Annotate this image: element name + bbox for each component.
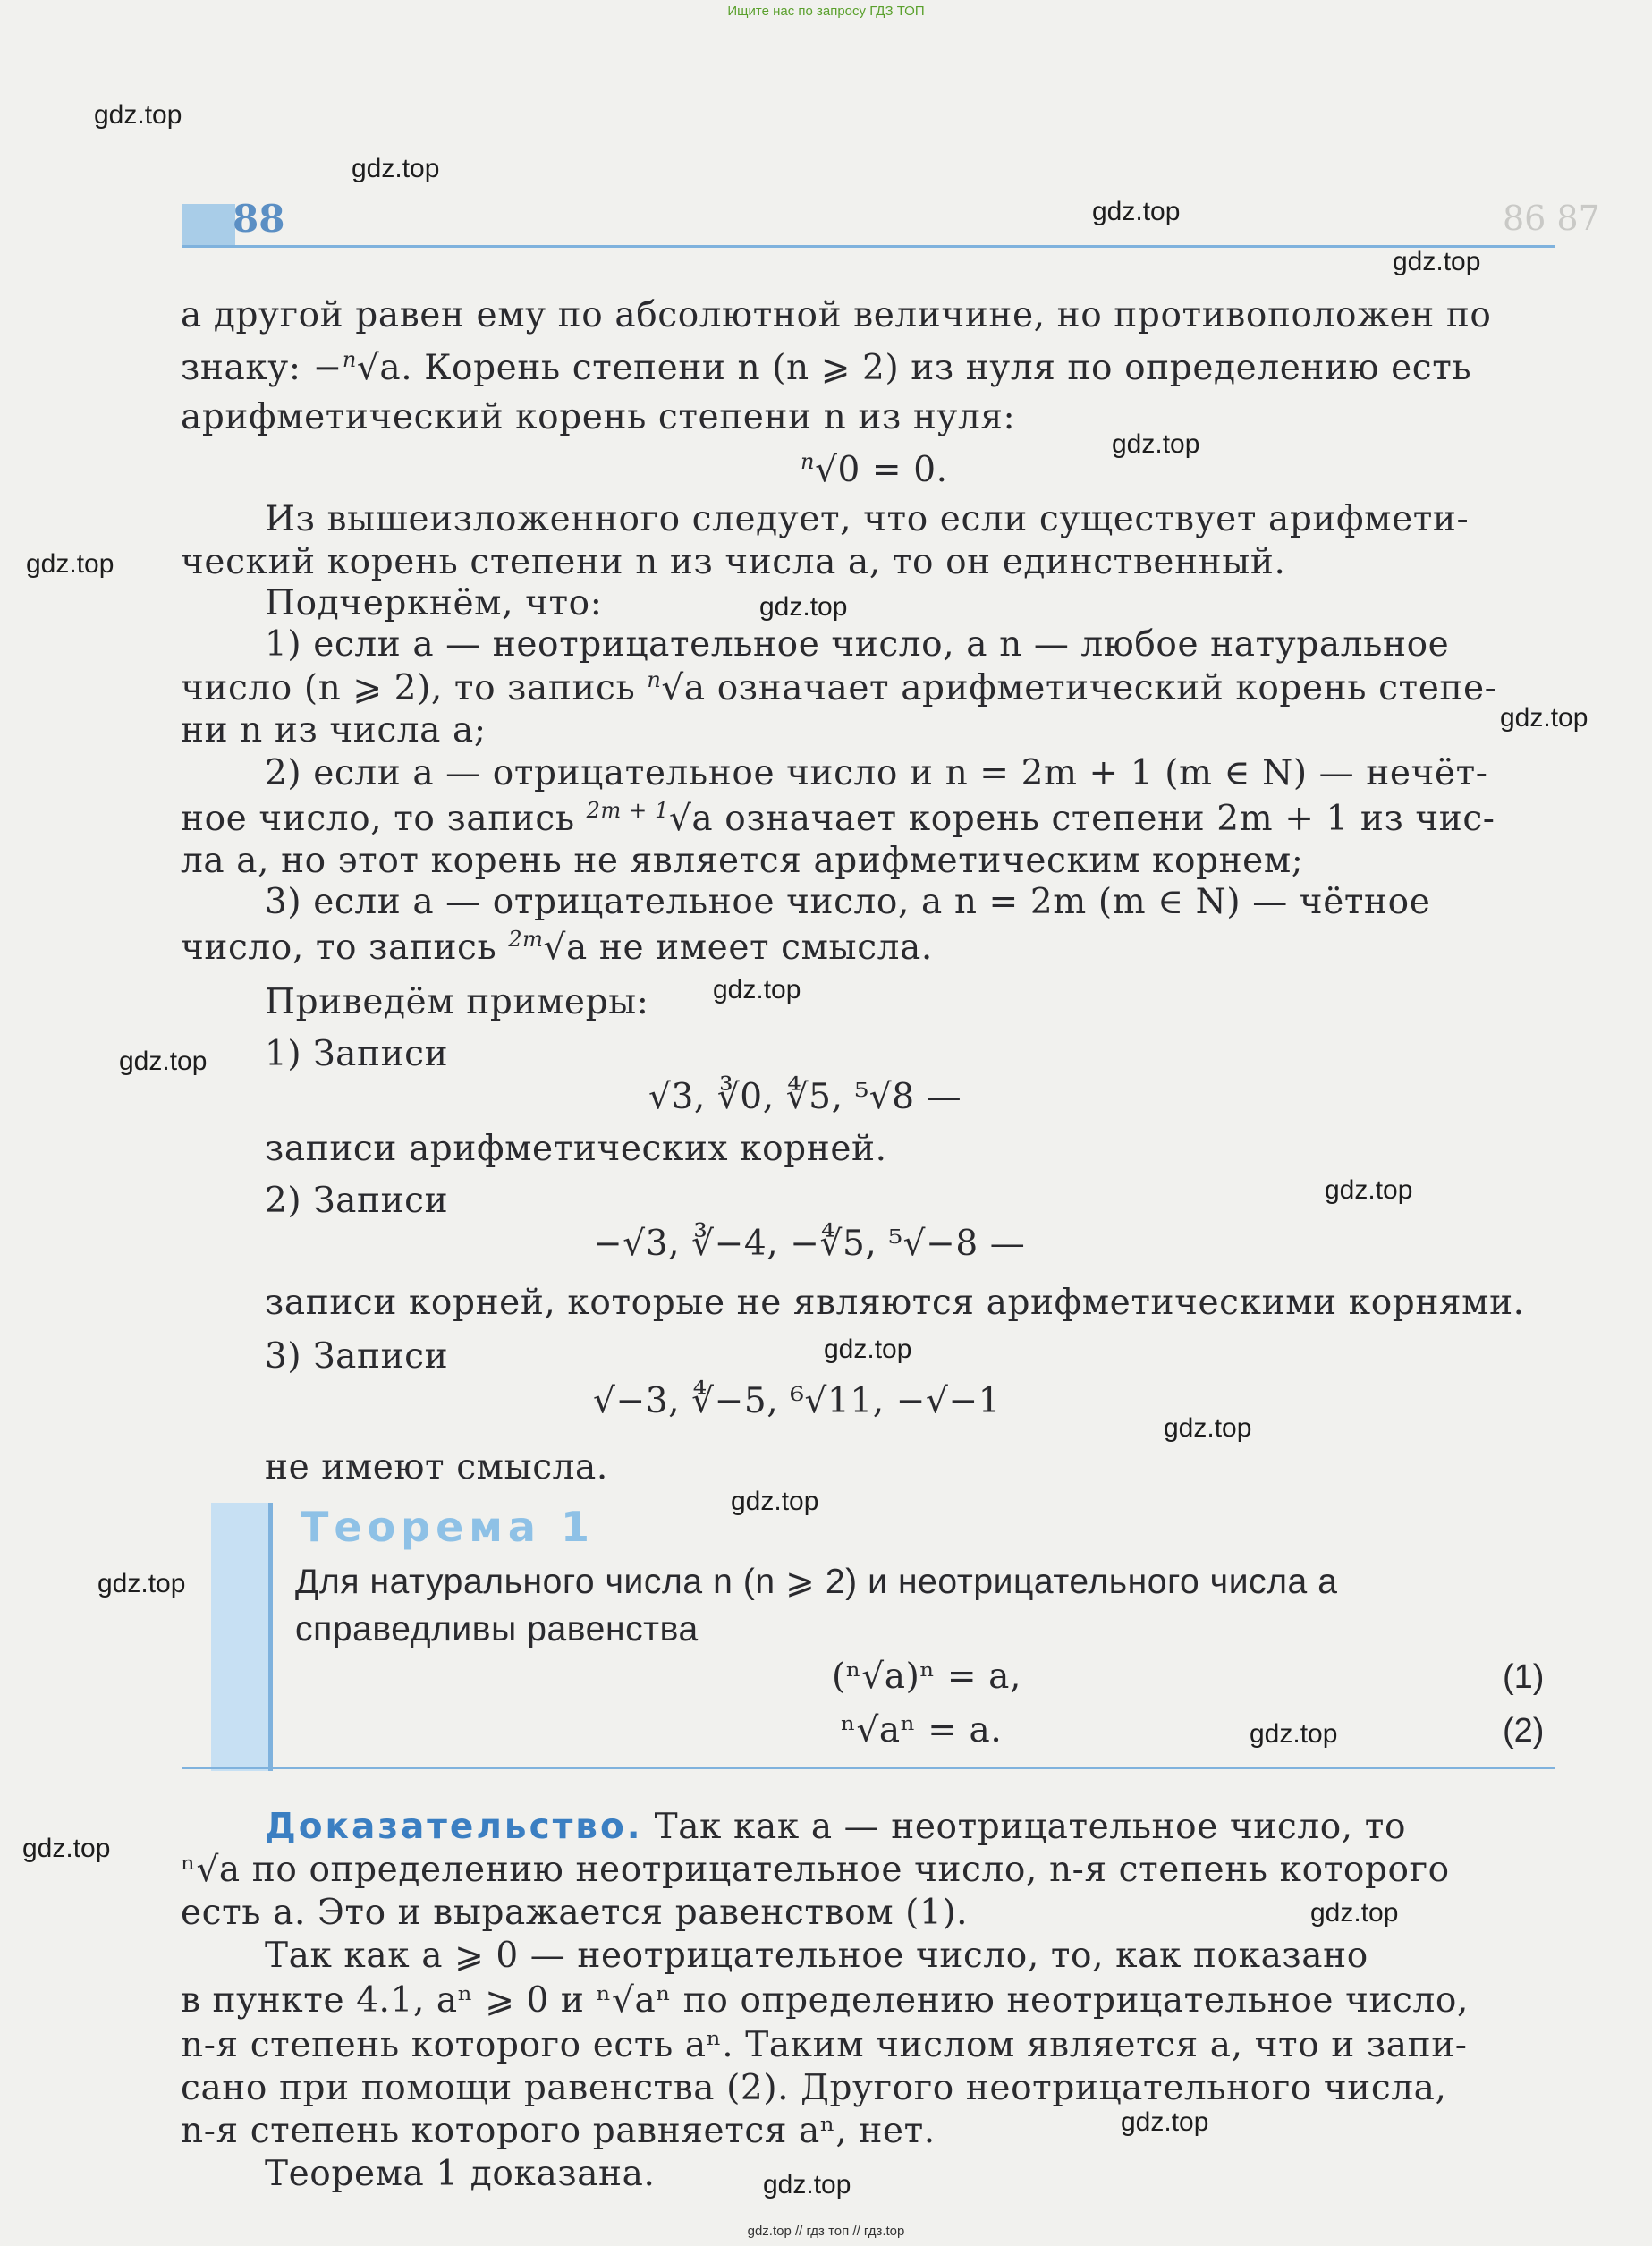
text-line: число, то запись $^{2m}$√a не имеет смысла.: [181, 927, 933, 968]
text-line: число (n ⩾ 2), то запись $^n$√a означает арифметический корень степе-: [181, 667, 1497, 708]
watermark: gdz.top: [1310, 1898, 1399, 1928]
formula-examples-2: −√3, ∛−4, −∜5, ⁵√−8 —: [593, 1224, 1026, 1264]
watermark: gdz.top: [1112, 429, 1200, 459]
equation-2: ⁿ√aⁿ = a.: [841, 1710, 1003, 1750]
watermark: gdz.top: [1325, 1175, 1413, 1205]
proof-line: в пункте 4.1, aⁿ ⩾ 0 и ⁿ√aⁿ по определению неотрицательное число,: [181, 1980, 1469, 2021]
proof-first-line: Доказательство. Так как a — неотрицательное число, то: [265, 1807, 1407, 1847]
theorem-title: Теорема 1: [301, 1503, 595, 1551]
theorem-border: [268, 1503, 273, 1771]
text-line: а другой равен ему по абсолютной величине, но противоположен по: [181, 295, 1492, 335]
bleed-through-page-number: 86 87: [1503, 199, 1600, 238]
text-line: 3) если a — отрицательное число, а n = 2m (m ∈ N) — чётное: [265, 882, 1431, 922]
watermark: gdz.top: [713, 975, 801, 1004]
text-line: Приведём примеры:: [265, 982, 649, 1022]
formula-examples-1: √3, ∛0, ∜5, ⁵√8 —: [648, 1077, 962, 1117]
proof-line: n-я степень которого равняется aⁿ, нет.: [181, 2111, 936, 2151]
text-line: ное число, то запись $^{2m + 1}$√a означает корень степени 2m + 1 из чис-: [181, 798, 1495, 839]
proof-line: Теорема 1 доказана.: [265, 2154, 656, 2194]
watermark: gdz.top: [731, 1487, 819, 1516]
text-line: ческий корень степени n из числа a, то он единственный.: [181, 542, 1286, 582]
text-line: 2) если a — отрицательное число и n = 2m + 1 (m ∈ N) — нечёт-: [265, 753, 1488, 793]
watermark: gdz.top: [759, 592, 848, 622]
watermark: gdz.top: [1250, 1719, 1338, 1749]
watermark: gdz.top: [26, 549, 114, 579]
text-line: 1) если a — неотрицательное число, а n — любое натуральное: [265, 624, 1450, 665]
text-line: Подчеркнём, что:: [265, 583, 603, 623]
watermark: gdz.top: [824, 1335, 912, 1364]
equation-1-number: (1): [1503, 1658, 1545, 1696]
equation-1: (ⁿ√a)ⁿ = a,: [832, 1657, 1021, 1697]
header-rule: [182, 245, 1555, 248]
proof-label: Доказательство.: [265, 1807, 643, 1847]
watermark: gdz.top: [352, 154, 440, 183]
theorem-text: справедливы равенства: [295, 1610, 699, 1648]
text-line: 2) Записи: [265, 1181, 449, 1221]
proof-line: сано при помощи равенства (2). Другого неотрицательного числа,: [181, 2068, 1447, 2108]
text-line: записи корней, которые не являются арифметическими корнями.: [265, 1283, 1525, 1323]
top-banner: Ищите нас по запросу ГДЗ ТОП: [727, 4, 925, 19]
watermark: gdz.top: [94, 100, 182, 130]
text-line: знаку: −$^n$√a. Корень степени n (n ⩾ 2) из нуля по определению есть: [181, 347, 1472, 388]
proof-line: n-я степень которого есть aⁿ. Таким числом является a, что и запи-: [181, 2025, 1468, 2065]
watermark: gdz.top: [1092, 197, 1181, 226]
bottom-banner: gdz.top // гдз топ // гдз.top: [747, 2224, 905, 2239]
proof-line: есть a. Это и выражается равенством (1).: [181, 1893, 969, 1933]
equation-2-number: (2): [1503, 1712, 1545, 1750]
theorem-bottom-rule: [182, 1767, 1555, 1769]
text-line: Из вышеизложенного следует, что если существует арифмети-: [265, 499, 1470, 539]
proof-line: ⁿ√a по определению неотрицательное число, n-я степень которого: [181, 1850, 1450, 1890]
text-line: арифметический корень степени n из нуля:: [181, 397, 1016, 437]
watermark: gdz.top: [1121, 2107, 1209, 2137]
text-line: ни n из числа a;: [181, 710, 487, 750]
text-line: 1) Записи: [265, 1034, 449, 1074]
theorem-text: Для натурального числа n (n ⩾ 2) и неотрицательного числа a: [295, 1563, 1338, 1601]
page-header-bar: [182, 204, 235, 247]
watermark: gdz.top: [1393, 247, 1481, 276]
watermark: gdz.top: [119, 1047, 208, 1076]
formula-examples-3: √−3, ∜−5, ⁶√11, −√−1: [593, 1381, 1002, 1421]
watermark: gdz.top: [1500, 703, 1588, 733]
watermark: gdz.top: [22, 1834, 111, 1863]
text-line: ла a, но этот корень не является арифметическим корнем;: [181, 841, 1304, 881]
text-line: не имеют смысла.: [265, 1447, 608, 1487]
watermark: gdz.top: [763, 2170, 851, 2199]
watermark: gdz.top: [1164, 1413, 1252, 1443]
theorem-sidebar: [211, 1503, 272, 1771]
page-number: 88: [233, 197, 285, 241]
text-line: 3) Записи: [265, 1336, 449, 1377]
watermark: gdz.top: [97, 1569, 186, 1598]
text-line: записи арифметических корней.: [265, 1129, 887, 1169]
proof-line: Так как a ⩾ 0 — неотрицательное число, то, как показано: [265, 1936, 1368, 1976]
formula-root-zero: $^n$√0 = 0.: [801, 449, 948, 490]
